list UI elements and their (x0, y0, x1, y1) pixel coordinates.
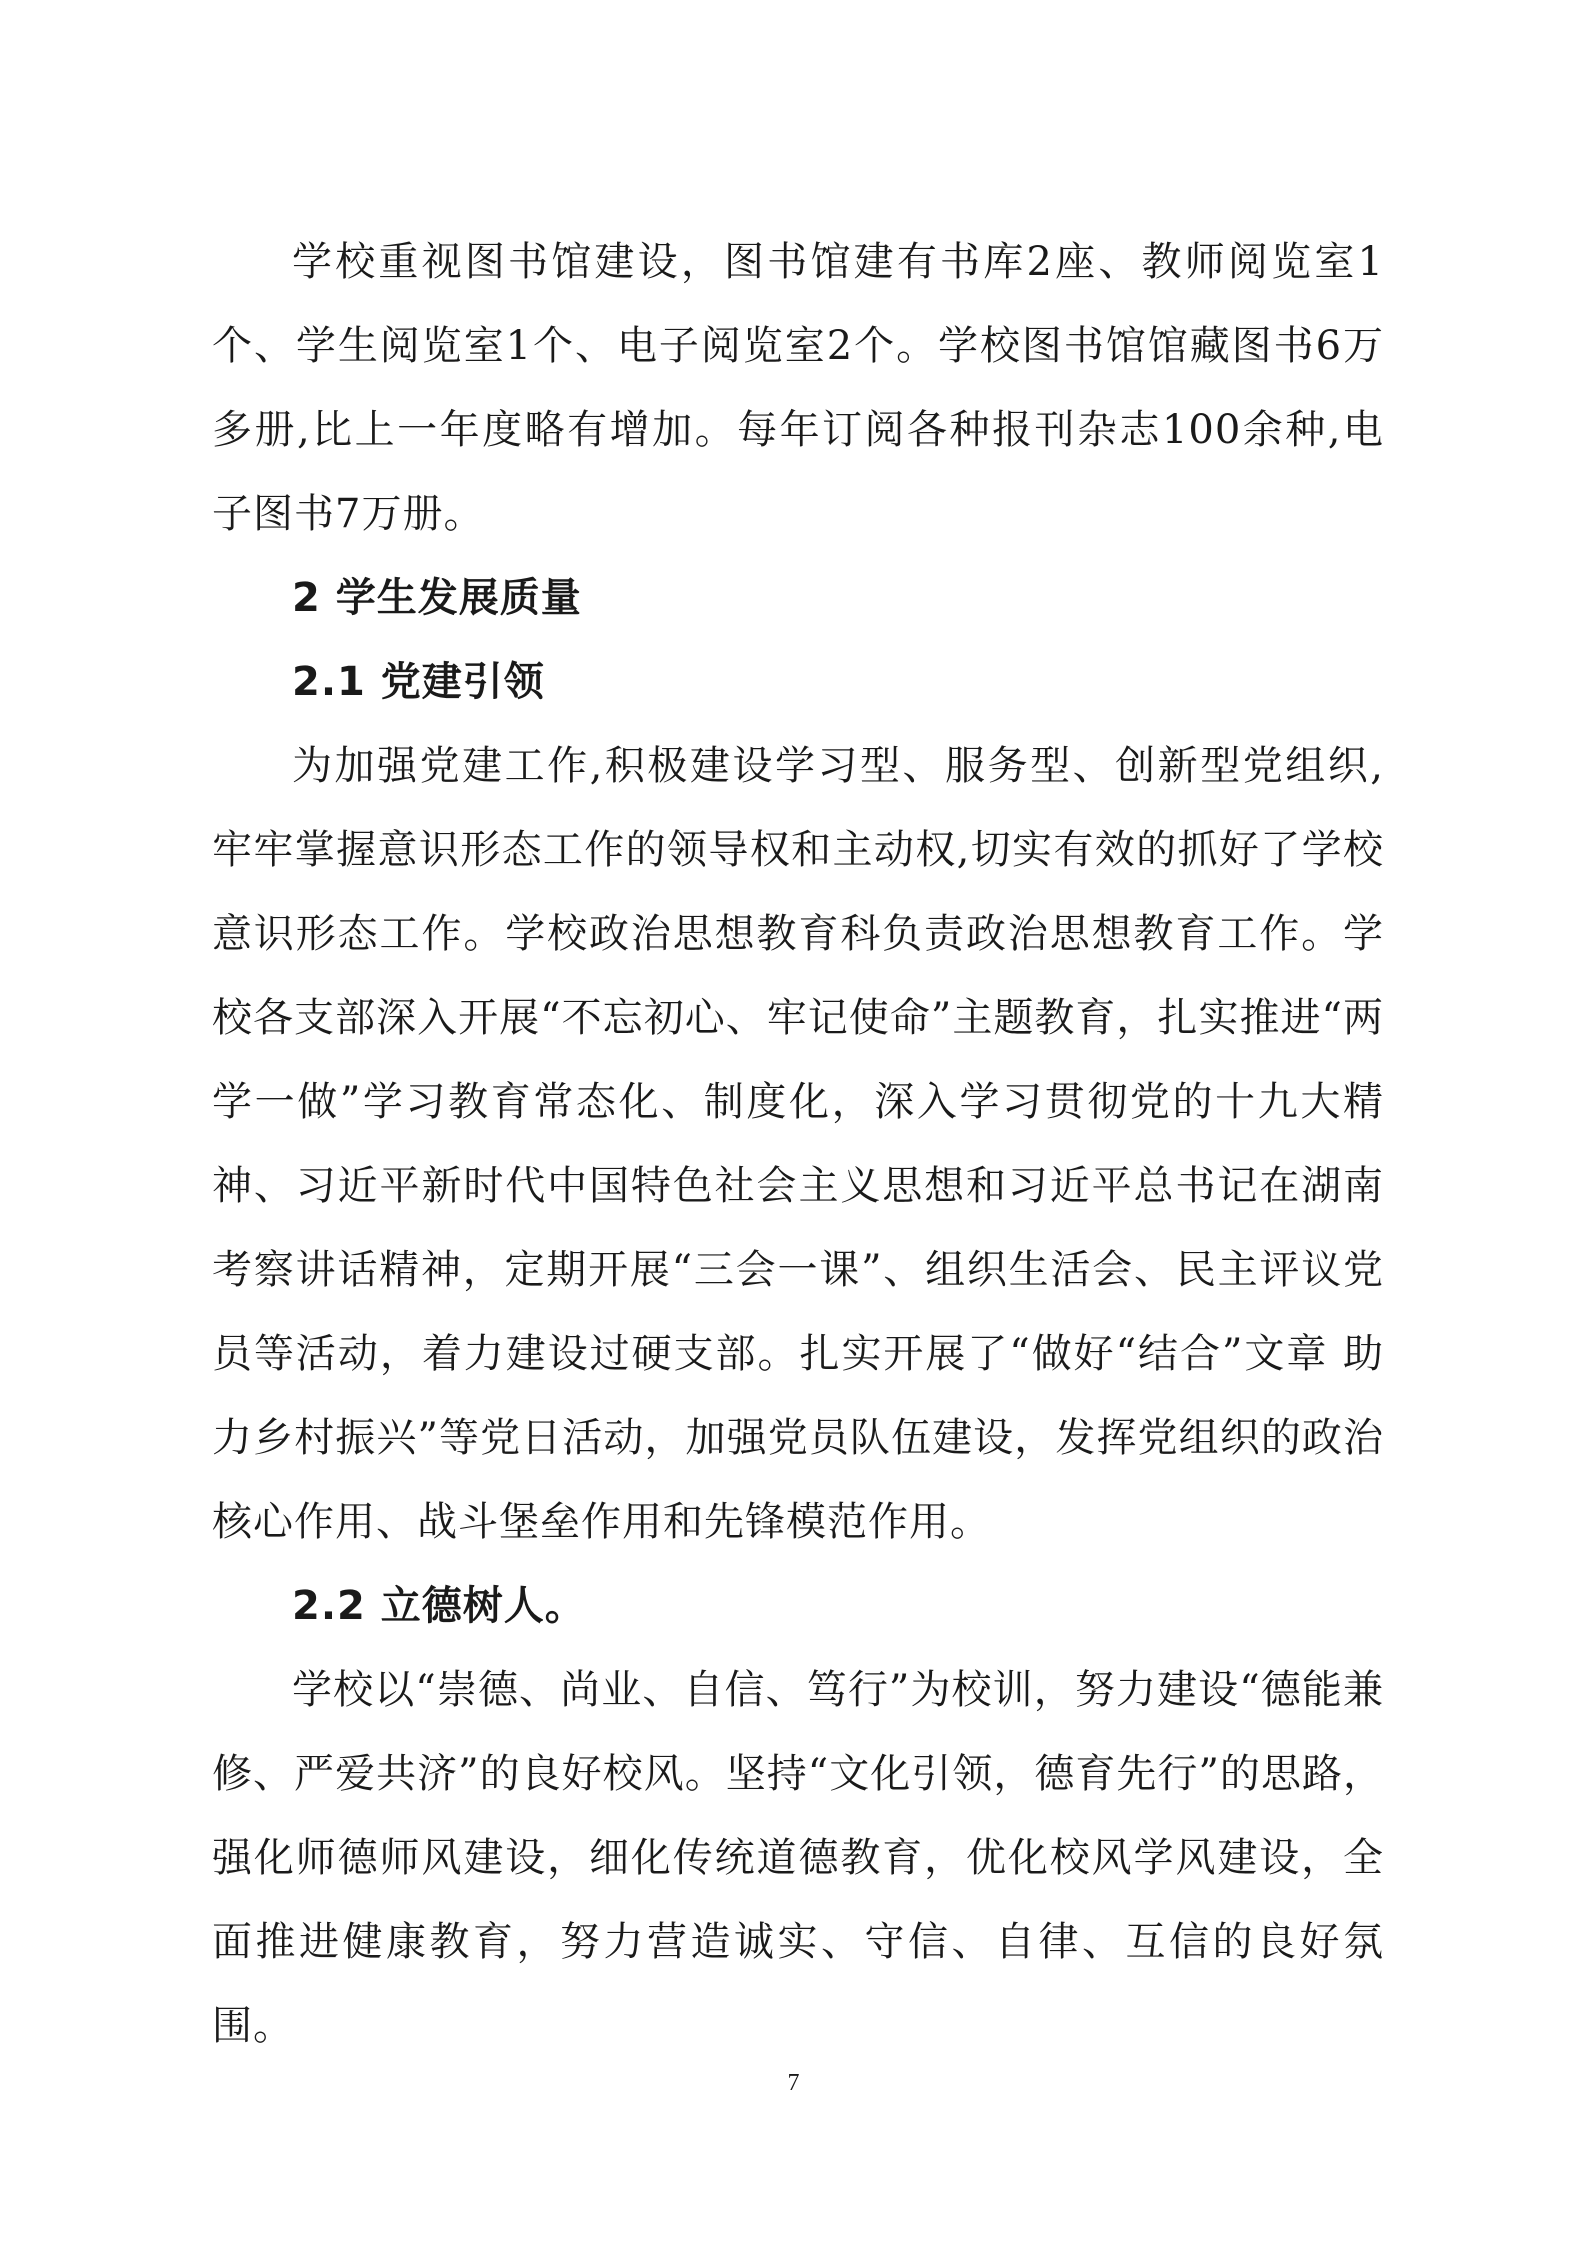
heading-student-development: 2 学生发展质量 (292, 575, 582, 621)
heading-moral-education: 2.2 立德树人。 (292, 1583, 586, 1629)
paragraph-party-building: 为加强党建工作,积极建设学习型、服务型、创新型党组织,牢牢掌握意识形态工作的领导权和主动权,切实有效的抓好了学校意识形态工作。学校政治思想教育科负责政治思想教育工作。学校各支部深入开展“不忘初心、牢记使命”主题教育，扎实推进“两学一做”学习教育常态化、制度化，深入学习贯彻党的十九大精神、习近平新时代中国特色社会主义思想和习近平总书记在湖南考察讲话精神，定期开展“三会一课”、组织生活会、民主评议党员等活动，着力建设过硬支部。扎实开展了“做好“结合”文章 助力乡村振兴”等党日活动，加强党员队伍建设，发挥党组织的政治核心作用、战斗堡垒作用和先锋模范作用。 (212, 743, 1384, 1545)
heading-party-building: 2.1 党建引领 (292, 659, 545, 705)
page-number: 7 (787, 2070, 800, 2096)
document-body (212, 220, 1384, 2068)
paragraph-moral-education: 学校以“崇德、尚业、自信、笃行”为校训，努力建设“德能兼修、严爱共济”的良好校风。坚持“文化引领，德育先行”的思路，强化师德师风建设，细化传统道德教育，优化校风学风建设，全面推进健康教育，努力营造诚实、守信、自律、互信的良好氛围。 (212, 1667, 1384, 2049)
paragraph-library: 学校重视图书馆建设，图书馆建有书库2座、教师阅览室1个、学生阅览室1个、电子阅览室2个。学校图书馆馆藏图书6万多册,比上一年度略有增加。每年订阅各种报刊杂志100余种,电子图书7万册。 (212, 239, 1384, 537)
